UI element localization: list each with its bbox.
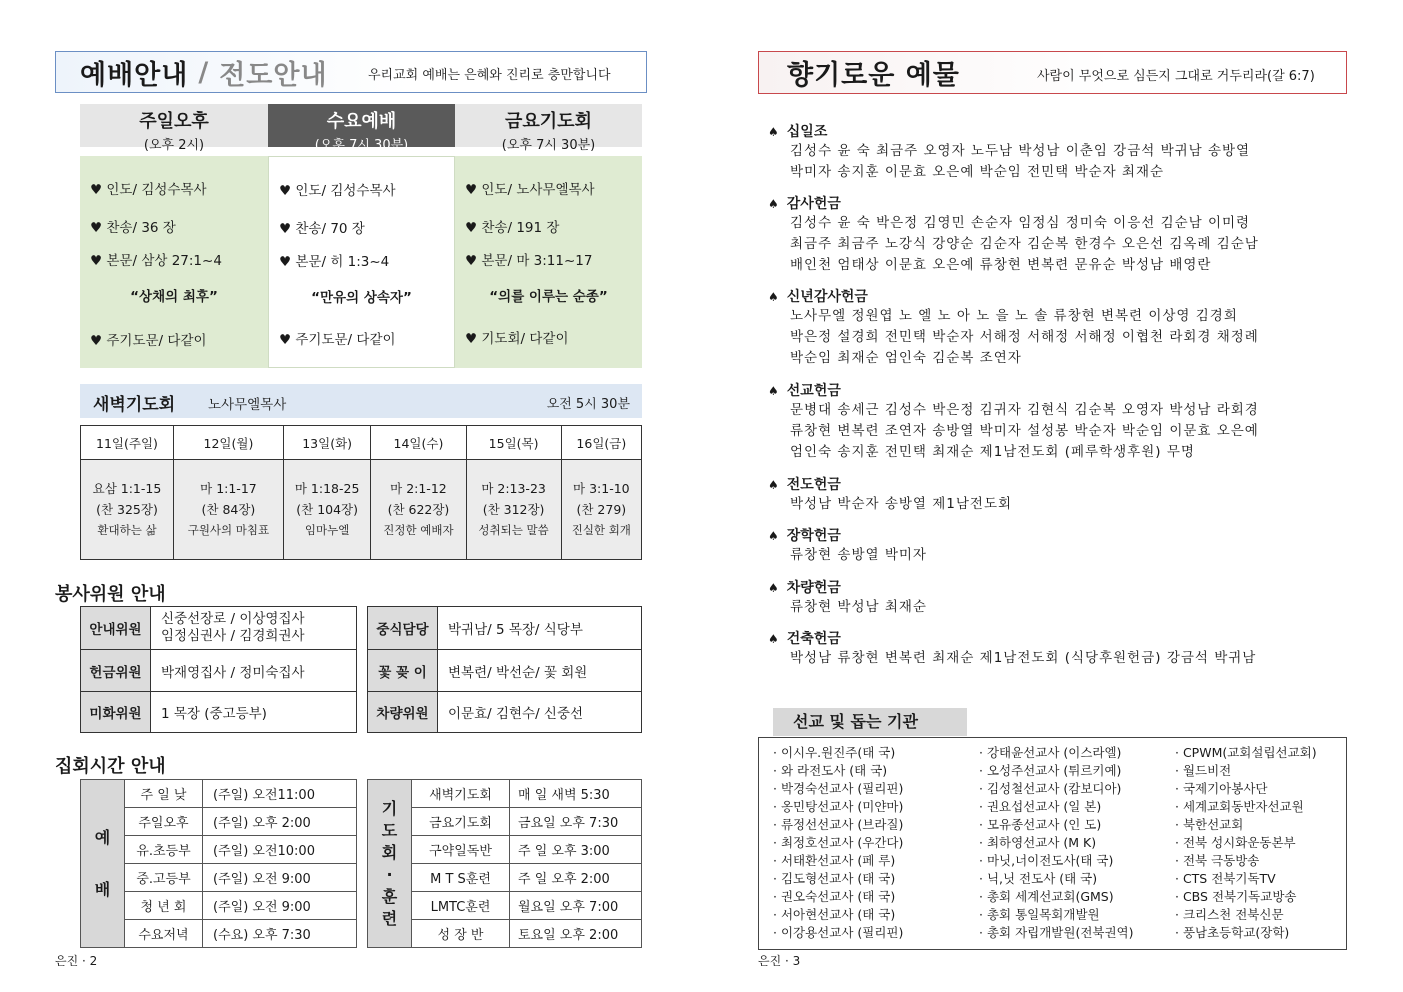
meeting-name: 청 년 회 — [125, 892, 203, 920]
theme: 환대하는 삶 — [97, 523, 157, 537]
mission-box — [758, 737, 1347, 950]
scripture: 마 1:18-25 — [294, 481, 360, 496]
donor-line: 박성남 박순자 송방열 제1남전도회 — [790, 496, 1013, 512]
day-cell: 14일(수) — [371, 426, 466, 460]
meeting-time: (주일) 오전 9:00 — [203, 892, 357, 920]
reading-cell — [371, 460, 466, 560]
hymn: (찬 104장) — [296, 502, 359, 517]
mission-item: · 북한선교회 — [1175, 817, 1244, 832]
hymn: (찬 279) — [576, 502, 627, 517]
meeting-time: (주일) 오후 2:00 — [203, 808, 357, 836]
meeting-time: 금요일 오후 7:30 — [510, 808, 642, 836]
theme: 구원사의 마침표 — [187, 523, 270, 537]
service-item: ♥ 본문/ 히 1:3~4 — [279, 254, 390, 270]
service-header-wednesday — [268, 104, 455, 153]
volunteer-label: 차량위원 — [368, 692, 438, 733]
theme: 임마누엘 — [304, 523, 350, 537]
mission-item: · 서태환선교사 (페 루) — [773, 853, 896, 868]
mission-item: · 류정선선교사 (브라질) — [773, 817, 904, 832]
spade-icon: ♠ — [768, 197, 779, 211]
meeting-time: (주일) 오전10:00 — [203, 836, 357, 864]
volunteer-label: 꽃 꽂 이 — [368, 650, 438, 692]
mission-item: · 총회 세계선교회(GMS) — [979, 889, 1114, 904]
offering-heading — [768, 121, 1348, 141]
service-header-friday — [455, 104, 642, 153]
meeting-name: 성 장 반 — [412, 920, 510, 948]
day-cell: 13일(화) — [283, 426, 370, 460]
spade-icon: ♠ — [768, 125, 779, 139]
hymn: (찬 84장) — [201, 502, 256, 517]
meeting-table-right — [367, 779, 642, 948]
mission-item: · 전북 성시화운동본부 — [1175, 835, 1296, 850]
spade-icon: ♠ — [768, 478, 779, 492]
reading-cell — [173, 460, 283, 560]
hymn: (찬 312장) — [482, 502, 545, 517]
donor-line: 최금주 최금주 노강식 강양순 김순자 김순복 한경수 오은선 김옥례 김순남 — [790, 236, 1259, 252]
service-header-sunday — [80, 104, 268, 153]
page-subtitle: 전도안내 — [219, 59, 328, 91]
day-cell: 12일(월) — [173, 426, 283, 460]
meeting-time: (주일) 오전11:00 — [203, 780, 357, 808]
offering-tithe — [768, 121, 1348, 183]
mission-item: · 모유종선교사 (인 도) — [979, 817, 1102, 832]
meeting-name: 새벽기도회 — [412, 780, 510, 808]
mission-item: · 총회 자립개발원(전북권역) — [979, 925, 1134, 940]
theme: 진정한 예배자 — [383, 523, 454, 537]
day-cell: 16일(금) — [561, 426, 641, 460]
volunteer-value — [151, 607, 357, 650]
service-body-wednesday — [268, 156, 455, 368]
service-body-friday — [455, 156, 642, 368]
page-title: 예배안내 — [80, 59, 189, 91]
volunteer-value: 변복련/ 박선순/ 꽃 회원 — [438, 650, 642, 692]
offering-heading-label: 신년감사헌금 — [786, 289, 868, 305]
prayer-side-label: 기 도 회 · 훈 련 — [368, 780, 412, 948]
volunteer-value: 1 목장 (중고등부) — [151, 692, 357, 733]
reading-cell — [561, 460, 641, 560]
mission-item: · CBS 전북기독교방송 — [1175, 889, 1297, 904]
mission-item: · 총회 통일목회개발원 — [979, 907, 1100, 922]
service-body-sunday — [80, 156, 268, 368]
volunteer-label: 미화위원 — [81, 692, 151, 733]
service-item: ♥ 인도/ 김성수목사 — [279, 183, 396, 199]
hymn: (찬 325장) — [96, 502, 158, 517]
scripture: 마 3:1-10 — [573, 481, 630, 496]
offering-heading-label: 차량헌금 — [786, 580, 841, 596]
dawn-schedule-table — [80, 425, 642, 560]
offering-building — [768, 628, 1348, 669]
mission-item: · 이강용선교사 (필리핀) — [773, 925, 904, 940]
volunteer-line: 임정심권사 / 김경희권사 — [161, 628, 305, 644]
offering-heading — [768, 474, 1348, 494]
service-item: ♥ 인도/ 김성수목사 — [90, 182, 207, 198]
mission-item: · 크리스천 전북신문 — [1175, 907, 1284, 922]
service-item: ♥ 기도회/ 다같이 — [465, 331, 569, 347]
mission-item: · 권요섭선교사 (일 본) — [979, 799, 1102, 814]
offering-scholarship — [768, 525, 1348, 566]
scripture: 요삼 1:1-15 — [92, 481, 162, 496]
motto: 우리교회 예배는 은혜와 진리로 충만합니다 — [368, 68, 611, 83]
service-item: ♥ 찬송/ 36 장 — [90, 220, 176, 236]
offering-mission — [768, 380, 1348, 463]
service-item: ♥ 찬송/ 70 장 — [279, 221, 365, 237]
sermon-title: “만유의 상속자” — [311, 290, 412, 306]
meeting-time: 토요일 오후 2:00 — [510, 920, 642, 948]
mission-item: · 김성철선교사 (캄보디아) — [979, 781, 1122, 796]
meeting-name: 수요저녁 — [125, 920, 203, 948]
offering-heading — [768, 577, 1348, 597]
dawn-time: 오전 5시 30분 — [546, 397, 630, 412]
donor-line: 류창현 변복련 조연자 송방열 박미자 설성봉 박순자 박순임 이문효 오은예 — [790, 423, 1259, 439]
day-cell: 15일(목) — [466, 426, 561, 460]
mission-item: · 옹민탕선교사 (미얀마) — [773, 799, 904, 814]
scripture: 마 2:1-12 — [390, 481, 447, 496]
service-item: ♥ 인도/ 노사무엘목사 — [465, 182, 595, 198]
volunteer-table-right — [367, 606, 642, 733]
offering-heading-label: 선교헌금 — [786, 383, 841, 399]
mission-item: · CTS 전북기독TV — [1175, 871, 1276, 886]
offering-heading-label: 십일조 — [786, 124, 828, 140]
spade-icon: ♠ — [768, 384, 779, 398]
offering-heading — [768, 380, 1348, 400]
service-item: ♥ 주기도문/ 다같이 — [279, 332, 396, 348]
service-time: (오후 7시 30분) — [501, 138, 596, 153]
spade-icon: ♠ — [768, 290, 779, 304]
service-item: ♥ 주기도문/ 다같이 — [90, 333, 207, 349]
offering-thanks — [768, 193, 1348, 276]
volunteer-label: 중식담당 — [368, 607, 438, 650]
mission-item: · 월드비전 — [1175, 763, 1232, 778]
right-header — [758, 51, 1347, 94]
donor-line: 박순임 최재순 엄인숙 김순복 조연자 — [790, 350, 1022, 366]
meeting-name: 주 일 낮 — [125, 780, 203, 808]
dawn-title: 새벽기도회 — [93, 395, 176, 415]
mission-column-3 — [1175, 744, 1317, 942]
mission-item: · 김도형선교사 (태 국) — [773, 871, 896, 886]
left-header — [55, 51, 647, 93]
offering-heading — [768, 525, 1348, 545]
mission-item: · 이시우.원진주(태 국) — [773, 745, 896, 760]
volunteer-value: 이문효/ 김현수/ 신중선 — [438, 692, 642, 733]
mission-item: · 박경숙선교사 (필리핀) — [773, 781, 904, 796]
offering-heading-label: 전도헌금 — [786, 477, 841, 493]
donor-line: 배인천 엄태상 이문효 오은예 류창현 변복련 문유순 박성남 배영란 — [790, 257, 1212, 273]
donor-line: 박미자 송지훈 이문효 오은예 박순임 전민택 박순자 최재순 — [790, 164, 1165, 180]
meeting-table-left — [80, 779, 357, 948]
service-name: 주일오후 — [139, 111, 209, 132]
volunteer-title: 봉사위원 안내 — [55, 584, 166, 605]
verse: 사람이 무엇으로 심든지 그대로 거두리라(갈 6:7) — [1037, 69, 1315, 84]
offering-heading-label: 장학헌금 — [786, 528, 841, 544]
sermon-title: “상채의 최후” — [130, 289, 218, 305]
offering-heading-label: 건축헌금 — [786, 631, 841, 647]
meeting-time: 월요일 오후 7:00 — [510, 892, 642, 920]
mission-item: · 서아현선교사 (태 국) — [773, 907, 896, 922]
offering-heading-label: 감사헌금 — [786, 196, 841, 212]
mission-item: · 마닛,너이전도사(태 국) — [979, 853, 1114, 868]
offering-heading — [768, 628, 1348, 648]
volunteer-line: 신중선장로 / 이상영집사 — [161, 611, 305, 627]
mission-title: 선교 및 돕는 기관 — [773, 708, 967, 736]
volunteer-value: 박귀남/ 5 목장/ 식당부 — [438, 607, 642, 650]
hymn: (찬 622장) — [387, 502, 450, 517]
donor-line: 박성남 류창현 변복련 최재순 제1남전도회 (식당후원헌금) 강금석 박귀남 — [790, 650, 1257, 666]
meeting-name: 유.초등부 — [125, 836, 203, 864]
dawn-leader: 노사무엘목사 — [208, 397, 287, 413]
service-time: (오후 2시) — [143, 138, 205, 153]
day-cell: 11일(주일) — [81, 426, 174, 460]
page-number-right: 은진 · 3 — [758, 954, 801, 968]
worship-side-label: 예 배 — [81, 780, 125, 948]
service-item: ♥ 찬송/ 191 장 — [465, 220, 560, 236]
spade-icon: ♠ — [768, 632, 779, 646]
meeting-time: (주일) 오전 9:00 — [203, 864, 357, 892]
scripture: 마 2:13-23 — [481, 481, 546, 496]
offering-heading — [768, 193, 1348, 213]
offering-vehicle — [768, 577, 1348, 618]
spade-icon: ♠ — [768, 529, 779, 543]
mission-item: · 풍남초등학교(장학) — [1175, 925, 1290, 940]
donor-line: 노사무엘 정원엽 노 엘 노 아 노 을 노 솔 류창현 변복련 이상영 김경희 — [790, 308, 1238, 324]
meeting-name: 중.고등부 — [125, 864, 203, 892]
mission-item: · 권오숙선교사 (태 국) — [773, 889, 896, 904]
donor-line: 문병대 송세근 김성수 박은정 김귀자 김현식 김순복 오영자 박성남 라회경 — [790, 402, 1259, 418]
volunteer-label: 헌금위원 — [81, 650, 151, 692]
meeting-name: LMTC훈련 — [412, 892, 510, 920]
donor-line: 박은정 설경희 전민택 박순자 서해정 서해정 서해정 이협천 라회경 채정례 — [790, 329, 1259, 345]
mission-column-2 — [979, 744, 1134, 942]
meeting-time: 주 일 오후 3:00 — [510, 836, 642, 864]
volunteer-label: 안내위원 — [81, 607, 151, 650]
meeting-name: M T S훈련 — [412, 864, 510, 892]
mission-item: · 국제기아봉사단 — [1175, 781, 1268, 796]
meeting-time: 매 일 새벽 5:30 — [510, 780, 642, 808]
offering-evangelism — [768, 474, 1348, 515]
page-number-left: 은진 · 2 — [55, 954, 98, 968]
mission-item: · 오성주선교사 (튀르키예) — [979, 763, 1122, 778]
mission-item: · 와 라전도사 (태 국) — [773, 763, 888, 778]
offering-heading — [768, 286, 1348, 306]
reading-cell — [466, 460, 561, 560]
service-item: ♥ 본문/ 삼상 27:1~4 — [90, 253, 222, 269]
sermon-title: “의를 이루는 순종” — [489, 289, 608, 305]
offering-newyear — [768, 286, 1348, 369]
offering-title: 향기로운 예물 — [787, 60, 960, 91]
service-time: (오후 7시 30분) — [314, 138, 409, 153]
mission-item: · 세계교회동반자선교원 — [1175, 799, 1304, 814]
meeting-time: (수요) 오후 7:30 — [203, 920, 357, 948]
service-name: 금요기도회 — [505, 111, 592, 132]
meeting-title: 집회시간 안내 — [55, 756, 166, 777]
donor-line: 김성수 윤 숙 최금주 오영자 노두남 박성남 이춘임 강금석 박귀남 송방열 — [790, 143, 1251, 159]
mission-item: · 강태윤선교사 (이스라엘) — [979, 745, 1122, 760]
volunteer-value: 박재영집사 / 정미숙집사 — [151, 650, 357, 692]
mission-item: · 최하영선교사 (M K) — [979, 835, 1097, 850]
title-slash: / — [198, 56, 210, 88]
spade-icon: ♠ — [768, 581, 779, 595]
donor-line: 류창현 송방열 박미자 — [790, 547, 927, 563]
meeting-time: 주 일 오후 2:00 — [510, 864, 642, 892]
meeting-name: 주일오후 — [125, 808, 203, 836]
donor-line: 김성수 윤 숙 박은정 김영민 손순자 임정심 정미숙 이응선 김순남 이미령 — [790, 215, 1251, 231]
mission-item: · 닉,닛 전도사 (태 국) — [979, 871, 1098, 886]
service-name: 수요예배 — [326, 111, 397, 132]
mission-column-1 — [773, 744, 903, 942]
mission-item: · 최정호선교사 (우간다) — [773, 835, 904, 850]
theme: 성취되는 말씀 — [478, 523, 549, 537]
scripture: 마 1:1-17 — [200, 481, 257, 496]
reading-cell — [283, 460, 370, 560]
theme: 진실한 회개 — [571, 523, 631, 537]
meeting-name: 금요기도회 — [412, 808, 510, 836]
mission-item: · CPWM(교회설립선교회) — [1175, 745, 1317, 760]
dawn-prayer-bar — [80, 384, 642, 418]
reading-cell — [81, 460, 174, 560]
service-item: ♥ 본문/ 마 3:11~17 — [465, 253, 593, 269]
volunteer-table-left — [80, 606, 357, 733]
donor-line: 엄인숙 송지훈 전민택 최재순 제1남전도회 (페루학생후원) 무명 — [790, 444, 1195, 460]
meeting-name: 구약일독반 — [412, 836, 510, 864]
mission-item: · 전북 극동방송 — [1175, 853, 1260, 868]
donor-line: 류창현 박성남 최재순 — [790, 599, 927, 615]
